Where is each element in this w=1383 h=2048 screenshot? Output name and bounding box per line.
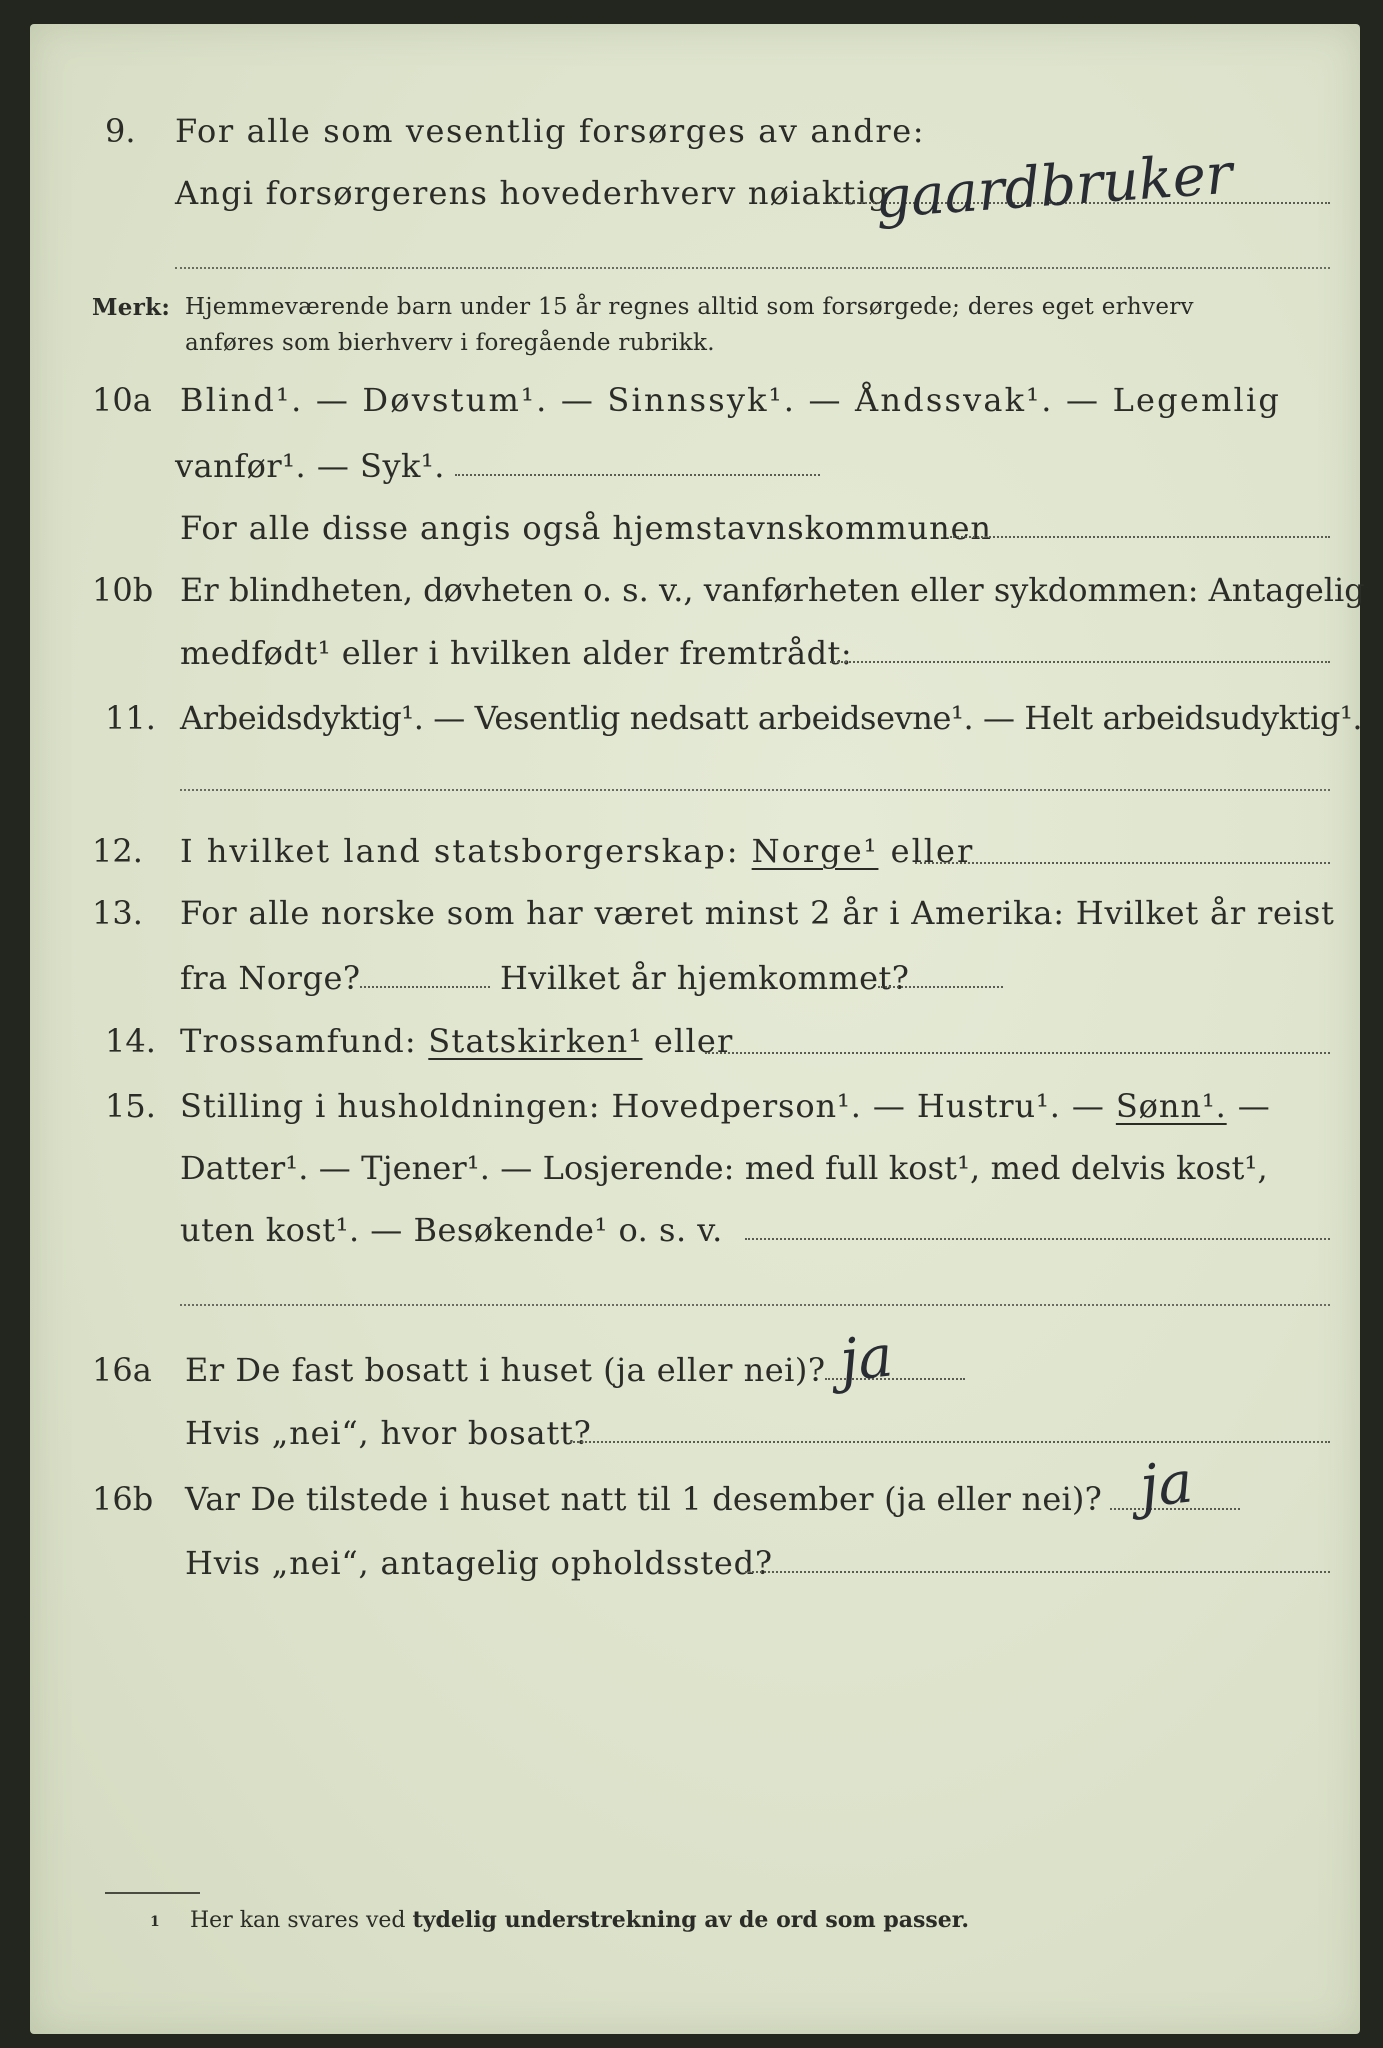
q12-prefix: I hvilket land statsborgerskap:: [180, 832, 740, 870]
q14-suffix: eller: [653, 1022, 734, 1060]
q16a-number: 16a: [92, 1351, 152, 1389]
q15-line2: Datter¹. — Tjener¹. — Losjerende: med full kost¹, med delvis kost¹,: [180, 1149, 1268, 1187]
q15-line1-b: —: [1237, 1087, 1271, 1125]
q16a-answer-handwritten: ja: [836, 1321, 896, 1395]
q16b-line1: Var De tilstede i huset natt til 1 desember (ja eller nei)?: [185, 1480, 1102, 1518]
q10b-line1: Er blindheten, døvheten o. s. v., vanførheten eller sykdommen: Antagelig: [180, 571, 1365, 609]
q15-line1-a: Stilling i husholdningen: Hovedperson¹. — Hustru¹. —: [180, 1087, 1105, 1125]
q10b-answer-line: [830, 661, 1330, 663]
q16b-number: 16b: [92, 1480, 154, 1518]
q11-number: 11.: [105, 699, 156, 737]
q12-suffix: eller: [890, 832, 975, 870]
q9-line1: For alle som vesentlig forsørges av andre:: [175, 112, 926, 150]
q15-line3: uten kost¹. — Besøkende¹ o. s. v.: [180, 1211, 723, 1249]
footnote-rule: [105, 1892, 200, 1894]
q13-line2a: fra Norge?: [180, 959, 361, 997]
q16b-opholdssted-answer: [745, 1571, 1330, 1573]
q14-underlined: Statskirken¹: [428, 1022, 643, 1060]
q9-number: 9.: [105, 112, 136, 150]
q10b-number: 10b: [92, 571, 154, 609]
q13-line2b: Hvilket år hjemkommet?: [500, 959, 910, 997]
q10b-line2: medfødt¹ eller i hvilken alder fremtrådt:: [180, 634, 853, 672]
merk-line2: anføres som bierhverv i foregående rubrikk.: [185, 330, 715, 356]
q13-reist-answer: [360, 986, 490, 988]
q9-line2: Angi forsørgerens hovederhverv nøiaktig: [175, 174, 890, 212]
footnote-text: [190, 1907, 969, 1933]
census-form-sheet: [30, 24, 1365, 2034]
q13-line1: For alle norske som har været minst 2 år i Amerika: Hvilket år reist: [180, 894, 1335, 932]
q12-number: 12.: [92, 832, 143, 870]
q10a-line3: For alle disse angis også hjemstavnskommunen: [180, 509, 992, 547]
q16a-bosatt-answer: [570, 1441, 1330, 1443]
q16a-line1: Er De fast bosatt i huset (ja eller nei)?: [185, 1351, 826, 1389]
q9-separator: [175, 267, 1330, 269]
q13-number: 13.: [92, 894, 143, 932]
q15-answer-line: [745, 1238, 1330, 1240]
q10a-line3-answer: [950, 536, 1330, 538]
q10a-line1: Blind¹. — Døvstum¹. — Sinnssyk¹. — Åndssvak¹. — Legemlig: [180, 381, 1282, 419]
q11-answer-line: [180, 789, 1330, 791]
q15-number: 15.: [105, 1087, 156, 1125]
q14-text: [180, 1022, 734, 1060]
footnote-text-a: Her kan svares ved: [190, 1908, 406, 1933]
q12-answer-line: [915, 862, 1330, 864]
q12-underlined: Norge¹: [751, 832, 879, 870]
footnote-mark: 1: [150, 1914, 160, 1930]
footnote-text-b: tydelig understrekning av de ord som passer.: [412, 1907, 970, 1933]
q10a-line2-answer: [455, 474, 820, 476]
q14-prefix: Trossamfund:: [180, 1022, 417, 1060]
q10a-line2: vanfør¹. — Syk¹.: [175, 447, 445, 485]
merk-label: Merk:: [92, 294, 171, 321]
q10a-number: 10a: [92, 381, 152, 419]
q11-line1: Arbeidsdyktig¹. — Vesentlig nedsatt arbeidsevne¹. — Helt arbeidsudyktig¹.: [180, 699, 1363, 737]
q15-separator: [180, 1304, 1330, 1306]
q16b-line2: Hvis „nei“, antagelig opholdssted?: [185, 1544, 773, 1582]
q9-answer-handwritten: gaardbruker: [873, 141, 1235, 232]
merk-line1: Hjemmeværende barn under 15 år regnes alltid som forsørgede; deres eget erhverv: [185, 294, 1194, 320]
q16a-line2: Hvis „nei“, hvor bosatt?: [185, 1414, 592, 1452]
q14-answer-line: [705, 1052, 1330, 1054]
q15-line1-underlined: Sønn¹.: [1115, 1087, 1227, 1125]
q14-number: 14.: [105, 1022, 156, 1060]
q16b-answer-handwritten: ja: [1136, 1447, 1196, 1521]
q15-line1: [180, 1087, 1271, 1125]
q12-text: [180, 832, 974, 870]
q13-hjemkommet-answer: [878, 986, 1003, 988]
